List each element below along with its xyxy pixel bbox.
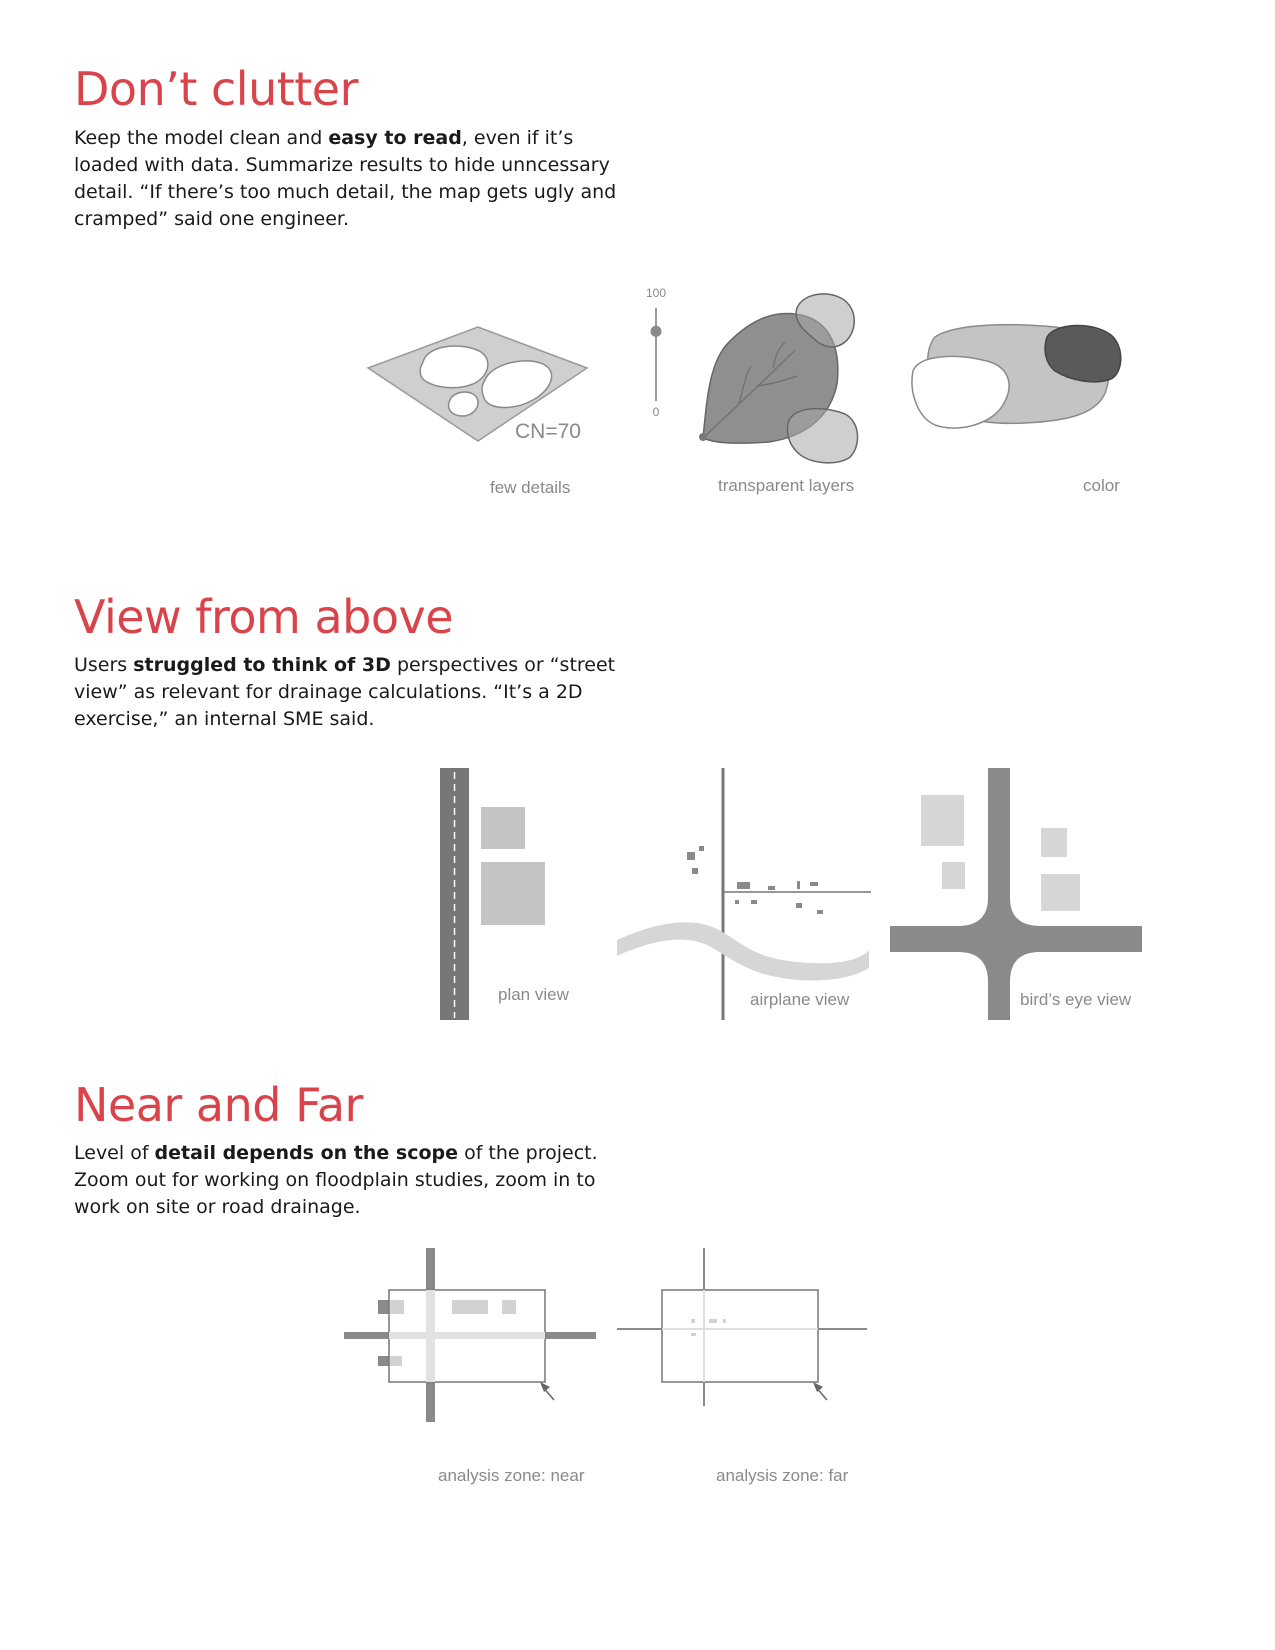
- house: [797, 881, 800, 889]
- house: [723, 1319, 726, 1323]
- figure-plan-view: [440, 768, 610, 1020]
- figure-analysis-zone-near: [344, 1248, 600, 1428]
- building-in-zone: [452, 1300, 488, 1314]
- slider-max-label: 100: [645, 286, 667, 300]
- caption-analysis-zone-far: analysis zone: far: [716, 1466, 849, 1485]
- heading-view-from-above: View from above: [74, 590, 454, 644]
- house: [687, 852, 695, 860]
- figure-analysis-zone-far: [617, 1248, 873, 1428]
- house: [691, 1319, 695, 1323]
- figure-airplane-view: [617, 768, 877, 1020]
- river: [617, 922, 869, 980]
- opacity-slider-knob[interactable]: [651, 326, 662, 337]
- subarea-top: [420, 346, 488, 388]
- building-small: [481, 807, 525, 849]
- heading-dont-clutter: Don’t clutter: [74, 62, 359, 116]
- house: [810, 882, 818, 886]
- paragraph-near-and-far: Level of detail depends on the scope of the project. Zoom out for working on floodplain studies, zoom in to work on site or road drainage.: [74, 1142, 598, 1218]
- caption-analysis-zone-near: analysis zone: near: [438, 1466, 585, 1485]
- building-outside: [378, 1300, 390, 1314]
- overlay-layer-bottom: [787, 409, 857, 463]
- house: [692, 868, 698, 874]
- building: [1041, 874, 1080, 911]
- building-in-zone: [502, 1300, 516, 1314]
- building-outside: [378, 1356, 390, 1366]
- figure-birds-eye-view: [890, 768, 1142, 1020]
- caption-transparent-layers: transparent layers: [718, 476, 855, 495]
- building: [1041, 828, 1067, 857]
- building-large: [481, 862, 545, 925]
- house: [691, 1333, 696, 1336]
- slider-min-label: 0: [652, 405, 660, 419]
- heading-near-and-far: Near and Far: [74, 1078, 363, 1132]
- outlet-node: [699, 433, 707, 441]
- figure-color: [905, 315, 1130, 440]
- analysis-zone-box[interactable]: [662, 1290, 818, 1382]
- caption-color: color: [1083, 476, 1120, 495]
- paragraph-view-from-above: Users struggled to think of 3D perspectives or “street view” as relevant for drainage calculations. “It’s a 2D exercise,” an internal SME said.: [74, 654, 616, 730]
- house: [699, 846, 704, 851]
- house: [737, 882, 750, 889]
- house: [796, 903, 802, 908]
- paragraph-dont-clutter: Keep the model clean and easy to read, even if it’s loaded with data. Summarize results to hide unncessary detail. “If there’s too much detail, the map gets ugly and cramped” said one engineer.: [74, 127, 617, 230]
- building: [942, 862, 965, 889]
- house: [751, 900, 757, 904]
- road-in-zone: [426, 1290, 435, 1382]
- house: [817, 910, 823, 914]
- subarea-small: [449, 392, 478, 416]
- emphasis: easy to read: [328, 127, 462, 149]
- emphasis: struggled to think of 3D: [133, 654, 391, 676]
- building: [921, 795, 964, 846]
- house: [735, 900, 739, 904]
- resize-cursor-icon[interactable]: [540, 1382, 554, 1400]
- cn-value-label: CN=70: [515, 420, 581, 443]
- figure-transparent-layers: [625, 280, 875, 480]
- emphasis: detail depends on the scope: [154, 1142, 459, 1164]
- resize-cursor-icon[interactable]: [813, 1382, 827, 1400]
- house: [768, 886, 775, 890]
- road-in-zone: [389, 1332, 545, 1339]
- caption-few-details: few details: [490, 478, 571, 497]
- house: [709, 1319, 717, 1323]
- figure-few-details: [365, 320, 595, 450]
- building-in-zone: [390, 1356, 402, 1366]
- caption-birds-eye-view: bird’s eye view: [1020, 990, 1132, 1009]
- building-in-zone: [390, 1300, 404, 1314]
- caption-plan-view: plan view: [498, 985, 569, 1004]
- caption-airplane-view: airplane view: [750, 990, 850, 1009]
